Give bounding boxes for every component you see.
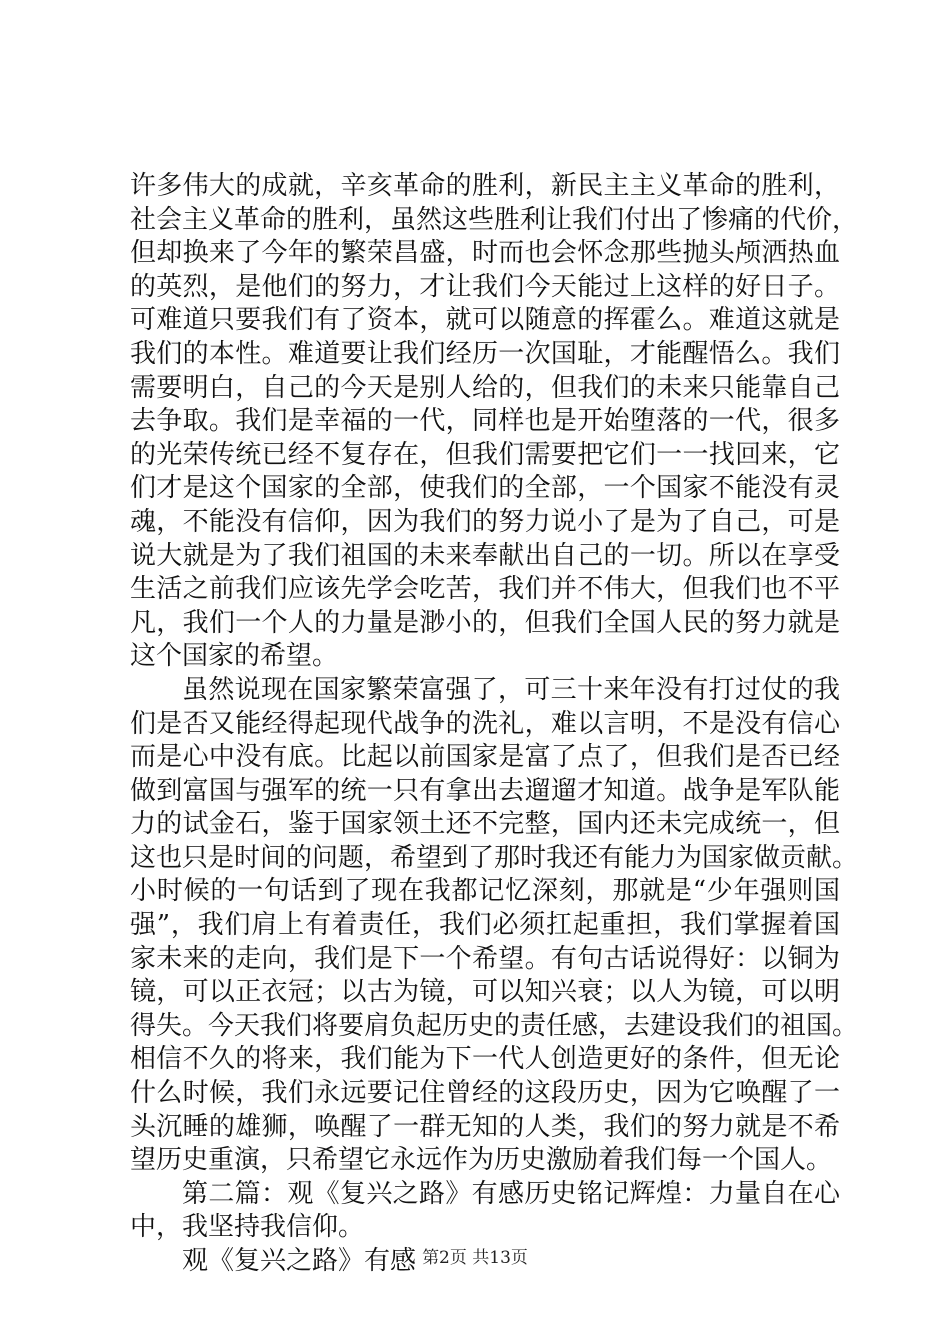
body-text bbox=[130, 170, 859, 1279]
text-line: 的英烈，是他们的努力，才让我们今天能过上这样的好日子。 bbox=[130, 271, 840, 302]
section-heading-line: 中，我坚持我信仰。 bbox=[130, 1212, 365, 1243]
text-line: 力的试金石，鉴于国家领土还不完整，国内还未完成统一，但 bbox=[130, 809, 840, 840]
text-line: 魂，不能没有信仰，因为我们的努力说小了是为了自己，可是 bbox=[130, 506, 840, 537]
text-line: 强”，我们肩上有着责任，我们必须扛起重担，我们掌握着国 bbox=[130, 910, 840, 941]
text-line: 相信不久的将来，我们能为下一代人创造更好的条件，但无论 bbox=[130, 1044, 840, 1075]
subheading-line: 观《复兴之路》有感 bbox=[182, 1246, 417, 1276]
text-line: 望历史重演，只希望它永远作为历史激励着我们每一个国人。 bbox=[130, 1145, 833, 1176]
text-line: 我们的本性。难道要让我们经历一次国耻，才能醒悟么。我们 bbox=[130, 338, 840, 369]
section-heading-line: 第二篇：观《复兴之路》有感历史铭记辉煌：力量自在心 bbox=[182, 1178, 840, 1209]
text-line: 们才是这个国家的全部，使我们的全部，一个国家不能没有灵 bbox=[130, 473, 840, 504]
text-line: 生活之前我们应该先学会吃苦，我们并不伟大，但我们也不平 bbox=[130, 574, 840, 605]
text-line: 可难道只要我们有了资本，就可以随意的挥霍么。难道这就是 bbox=[130, 305, 840, 336]
text-line: 去争取。我们是幸福的一代，同样也是开始堕落的一代，很多 bbox=[130, 406, 840, 437]
text-line: 的光荣传统已经不复存在，但我们需要把它们一一找回来，它 bbox=[130, 439, 840, 470]
text-line: 凡，我们一个人的力量是渺小的，但我们全国人民的努力就是 bbox=[130, 607, 840, 638]
text-line: 小时候的一句话到了现在我都记忆深刻，那就是“少年强则国 bbox=[130, 876, 840, 907]
text-line: 做到富国与强军的统一只有拿出去遛遛才知道。战争是军队能 bbox=[130, 775, 840, 806]
paragraph-start-line: 虽然说现在国家繁荣富强了，可三十来年没有打过仗的我 bbox=[182, 674, 840, 705]
text-line: 这个国家的希望。 bbox=[130, 641, 339, 672]
text-line: 什么时候，我们永远要记住曾经的这段历史，因为它唤醒了一 bbox=[130, 1078, 840, 1109]
text-line: 而是心中没有底。比起以前国家是富了点了，但我们是否已经 bbox=[130, 742, 840, 773]
text-line: 说大就是为了我们祖国的未来奉献出自己的一切。所以在享受 bbox=[130, 540, 840, 571]
text-line: 这也只是时间的问题，希望到了那时我还有能力为国家做贡献。 bbox=[130, 842, 859, 873]
text-line: 社会主义革命的胜利，虽然这些胜利让我们付出了惨痛的代价， bbox=[130, 204, 859, 235]
text-line: 们是否又能经得起现代战争的洗礼，难以言明，不是没有信心 bbox=[130, 708, 840, 739]
text-line: 需要明白，自己的今天是别人给的，但我们的未来只能靠自己 bbox=[130, 372, 840, 403]
text-line: 但却换来了今年的繁荣昌盛，时而也会怀念那些抛头颅洒热血 bbox=[130, 238, 840, 269]
text-line: 家未来的走向，我们是下一个希望。有句古话说得好：以铜为 bbox=[130, 943, 840, 974]
text-line: 头沉睡的雄狮，唤醒了一群无知的人类，我们的努力就是不希 bbox=[130, 1111, 840, 1142]
page-number-footer: 第2页 共13页 bbox=[422, 1248, 528, 1268]
text-line: 镜，可以正衣冠；以古为镜，可以知兴衰；以人为镜，可以明 bbox=[130, 977, 840, 1008]
text-line: 得失。今天我们将要肩负起历史的责任感，去建设我们的祖国。 bbox=[130, 1010, 859, 1041]
text-line: 许多伟大的成就，辛亥革命的胜利，新民主主义革命的胜利， bbox=[130, 171, 840, 201]
